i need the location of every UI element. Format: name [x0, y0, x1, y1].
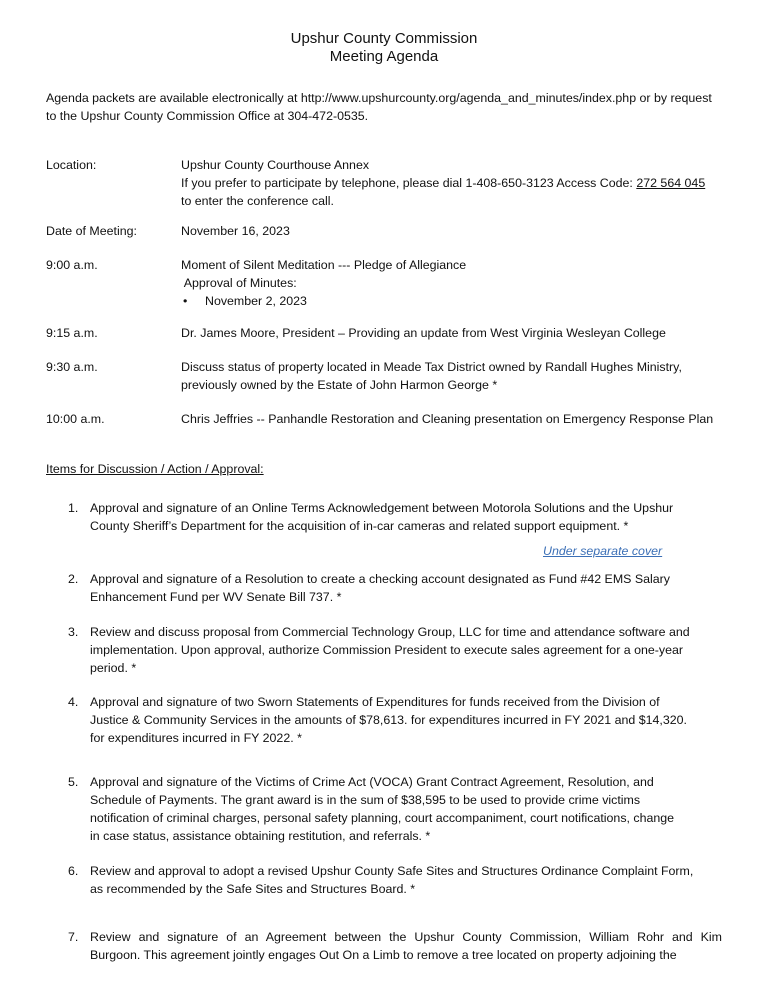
- item-number: 7.: [68, 930, 79, 944]
- item-line: as recommended by the Safe Sites and Structures Board. *: [90, 882, 416, 896]
- item-line: implementation. Upon approval, authorize Commission President to execute sales agreement for a one-year: [90, 643, 683, 657]
- bullet-icon: •: [183, 294, 188, 308]
- item-line: Approval and signature of the Victims of Crime Act (VOCA) Grant Contract Agreement, Resolution, and: [90, 775, 654, 789]
- schedule-time: 9:15 a.m.: [46, 326, 98, 340]
- schedule-time: 10:00 a.m.: [46, 412, 105, 426]
- item-line: for expenditures incurred in FY 2022. *: [90, 731, 302, 745]
- intro-line-1: Agenda packets are available electronically at http://www.upshurcounty.org/agenda_and_minutes/index.php or by request: [46, 91, 712, 105]
- item-line: Approval and signature of an Online Terms Acknowledgement between Motorola Solutions and the Upshur: [90, 501, 674, 515]
- schedule-line: previously owned by the Estate of John Harmon George *: [181, 378, 498, 392]
- item-line: Enhancement Fund per WV Senate Bill 737. *: [90, 590, 342, 604]
- item-text: [90, 773, 722, 845]
- schedule-description: [181, 358, 731, 394]
- item-line: Review and approval to adopt a revised Upshur County Safe Sites and Structures Ordinance Complaint Form,: [90, 864, 694, 878]
- schedule-line: Discuss status of property located in Meade Tax District owned by Randall Hughes Ministry,: [181, 360, 682, 374]
- item-line: Burgoon. This agreement jointly engages Out On a Limb to remove a tree located on property adjoining the: [90, 948, 677, 962]
- location-conference-line: to enter the conference call.: [181, 194, 334, 208]
- item-text: [90, 928, 722, 964]
- intro-paragraph: [46, 89, 736, 125]
- item-text: [90, 862, 722, 898]
- item-text: [90, 570, 722, 606]
- item-number: 1.: [68, 501, 79, 515]
- section-heading: Items for Discussion / Action / Approval:: [46, 462, 264, 476]
- item-number: 6.: [68, 864, 79, 878]
- location-phone-line: [181, 174, 731, 192]
- item-number: 5.: [68, 775, 79, 789]
- item-line: Justice & Community Services in the amounts of $78,613. for expenditures incurred in FY 2021 and $14,320.: [90, 713, 687, 727]
- item-line: period. *: [90, 661, 137, 675]
- schedule-description: Dr. James Moore, President – Providing an update from West Virginia Wesleyan College: [181, 326, 666, 340]
- item-line: Review and discuss proposal from Commercial Technology Group, LLC for time and attendance software and: [90, 625, 690, 639]
- item-line: Approval and signature of a Resolution to create a checking account designated as Fund #42 EMS Salary: [90, 572, 670, 586]
- item-number: 2.: [68, 572, 79, 586]
- location-label: Location:: [46, 158, 97, 172]
- item-line: Approval and signature of two Sworn Statements of Expenditures for funds received from the Division of: [90, 695, 660, 709]
- minutes-bullet: [181, 292, 731, 310]
- schedule-line: Moment of Silent Meditation --- Pledge of Allegiance: [181, 258, 467, 272]
- schedule-time: 9:00 a.m.: [46, 258, 98, 272]
- schedule-line: Approval of Minutes:: [181, 276, 297, 290]
- date-value: November 16, 2023: [181, 224, 290, 238]
- page-subtitle: Meeting Agenda: [329, 48, 439, 65]
- date-label: Date of Meeting:: [46, 224, 137, 238]
- item-line: in case status, assistance obtaining restitution, and referrals. *: [90, 829, 431, 843]
- minutes-date: November 2, 2023: [205, 294, 307, 308]
- phone-instructions: If you prefer to participate by telephone, please dial 1-408-650-3123 Access Code:: [181, 176, 637, 190]
- schedule-description: [181, 256, 731, 310]
- intro-line-2: to the Upshur County Commission Office at 304-472-0535.: [46, 109, 369, 123]
- item-line: Review and signature of an Agreement between the Upshur County Commission, William Rohr and Kim: [90, 930, 722, 944]
- schedule-description: Chris Jeffries -- Panhandle Restoration and Cleaning presentation on Emergency Response Plan: [181, 412, 714, 426]
- page-title: Upshur County Commission: [290, 30, 478, 47]
- item-text: [90, 623, 722, 677]
- schedule-time: 9:30 a.m.: [46, 360, 98, 374]
- item-text: [90, 499, 722, 535]
- item-line: notification of criminal charges, personal safety planning, court accompaniment, court notifications, change: [90, 811, 675, 825]
- item-line: County Sheriff’s Department for the acquisition of in-car cameras and related support equipment. *: [90, 519, 629, 533]
- separate-cover-link[interactable]: Under separate cover: [543, 544, 663, 558]
- location-value: [181, 156, 731, 210]
- access-code: 272 564 045: [636, 176, 706, 190]
- item-text: [90, 693, 722, 747]
- item-line: Schedule of Payments. The grant award is in the sum of $38,595 to be used to provide crime victims: [90, 793, 641, 807]
- item-number: 3.: [68, 625, 79, 639]
- location-name: Upshur County Courthouse Annex: [181, 158, 370, 172]
- item-number: 4.: [68, 695, 79, 709]
